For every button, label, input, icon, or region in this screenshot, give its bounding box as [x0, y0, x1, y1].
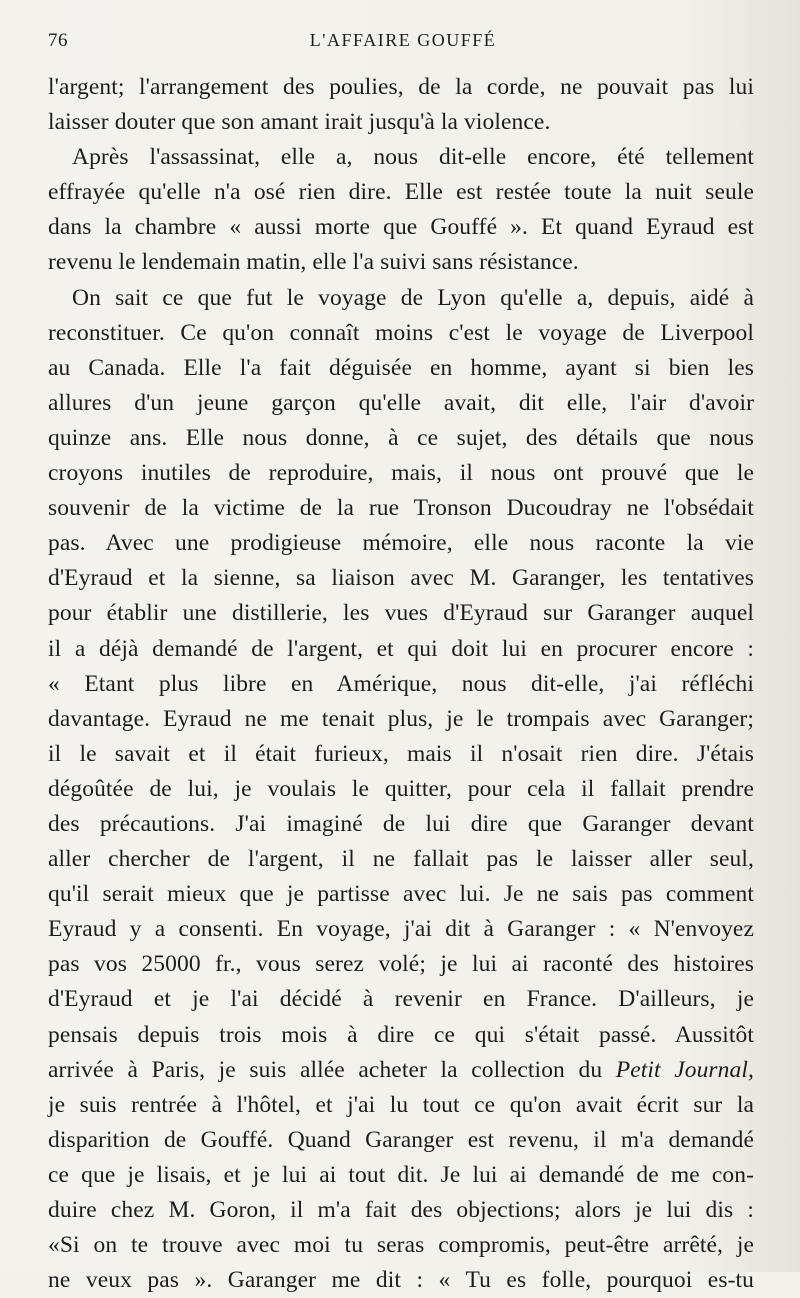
text-line: souvenir de la victime de la rue Tronson Ducoudray ne l'obsédait [48, 495, 754, 522]
text-line: ce que je lisais, et je lui ai tout dit. Je lui ai demandé de me con- [48, 1161, 754, 1188]
text-line: il le savait et il était furieux, mais il n'osait rien dire. J'étais [48, 740, 754, 767]
page-number: 76 [48, 30, 68, 51]
text-line: On sait ce que fut le voyage de Lyon qu'elle a, depuis, aidé à [72, 284, 754, 311]
text-line: pensais depuis trois mois à dire ce qui s'était passé. Aussitôt [48, 1021, 754, 1048]
text-line: duire chez M. Goron, il m'a fait des objections; alors je lui dis : [48, 1197, 754, 1223]
italic-title: Petit Journal [615, 1056, 749, 1083]
text-line: « Etant plus libre en Amérique, nous dit-elle, j'ai réfléchi [48, 670, 754, 697]
text-line: d'Eyraud et la sienne, sa liaison avec M. Garanger, les tentatives [48, 565, 754, 592]
text-line: effrayée qu'elle n'a osé rien dire. Elle est restée toute la nuit seule [48, 179, 754, 206]
page-header [48, 30, 758, 60]
body-text [48, 70, 754, 1298]
text-line: quinze ans. Elle nous donne, à ce sujet, des détails que nous [48, 424, 754, 451]
text-line: disparition de Gouffé. Quand Garanger est revenu, il m'a demandé [48, 1126, 754, 1153]
text-line: reconstituer. Ce qu'on connaît moins c'est le voyage de Liverpool [48, 319, 754, 346]
text-line [48, 1053, 754, 1088]
text-fragment: , [748, 1056, 754, 1083]
text-line: pas vos 25000 fr., vous serez volé; je lui ai raconté des histoires [48, 951, 754, 978]
text-line: pas. Avec une prodigieuse mémoire, elle nous raconte la vie [48, 530, 754, 557]
text-line: pour établir une distillerie, les vues d'Eyraud sur Garanger auquel [48, 600, 754, 627]
text-line: davantage. Eyraud ne me tenait plus, je le trompais avec Garanger; [48, 705, 754, 732]
text-line: d'Eyraud et je l'ai décidé à revenir en France. D'ailleurs, je [48, 986, 754, 1013]
text-line: Eyraud y a consenti. En voyage, j'ai dit à Garanger : « N'envoyez [48, 916, 754, 943]
text-fragment: arrivée à Paris, je suis allée acheter la collection du [48, 1056, 616, 1083]
text-line: allures d'un jeune garçon qu'elle avait, dit elle, l'air d'avoir [48, 389, 754, 416]
text-line: laisser douter que son amant irait jusqu'à la violence. [48, 109, 551, 136]
text-line: je suis rentrée à l'hôtel, et j'ai lu tout ce qu'on avait écrit sur la [48, 1091, 754, 1118]
text-line: croyons inutiles de reproduire, mais, il nous ont prouvé que le [48, 460, 754, 487]
text-line: l'argent; l'arrangement des poulies, de la corde, ne pouvait pas lui [48, 74, 754, 100]
text-line: au Canada. Elle l'a fait déguisée en homme, ayant si bien les [48, 354, 754, 381]
running-title: L'AFFAIRE GOUFFÉ [309, 30, 497, 50]
text-line: aller chercher de l'argent, il ne fallait pas le laisser aller seul, [48, 846, 754, 873]
text-line: des précautions. J'ai imaginé de lui dire que Garanger devant [48, 810, 754, 837]
text-line: dans la chambre « aussi morte que Gouffé ». Et quand Eyraud est [48, 214, 754, 241]
text-line: Après l'assassinat, elle a, nous dit-elle encore, été tellement [72, 144, 754, 171]
text-line: revenu le lendemain matin, elle l'a suivi sans résistance. [48, 249, 579, 276]
text-line: qu'il serait mieux que je partisse avec lui. Je ne sais pas comment [48, 881, 754, 908]
text-line: ne veux pas ». Garanger me dit : « Tu es folle, pourquoi es-tu [48, 1267, 754, 1294]
text-line: il a déjà demandé de l'argent, et qui doit lui en procurer encore : [48, 635, 754, 662]
text-line: «Si on te trouve avec moi tu seras compromis, peut-être arrêté, je [48, 1232, 754, 1259]
text-line: dégoûtée de lui, je voulais le quitter, pour cela il fallait prendre [48, 775, 754, 802]
